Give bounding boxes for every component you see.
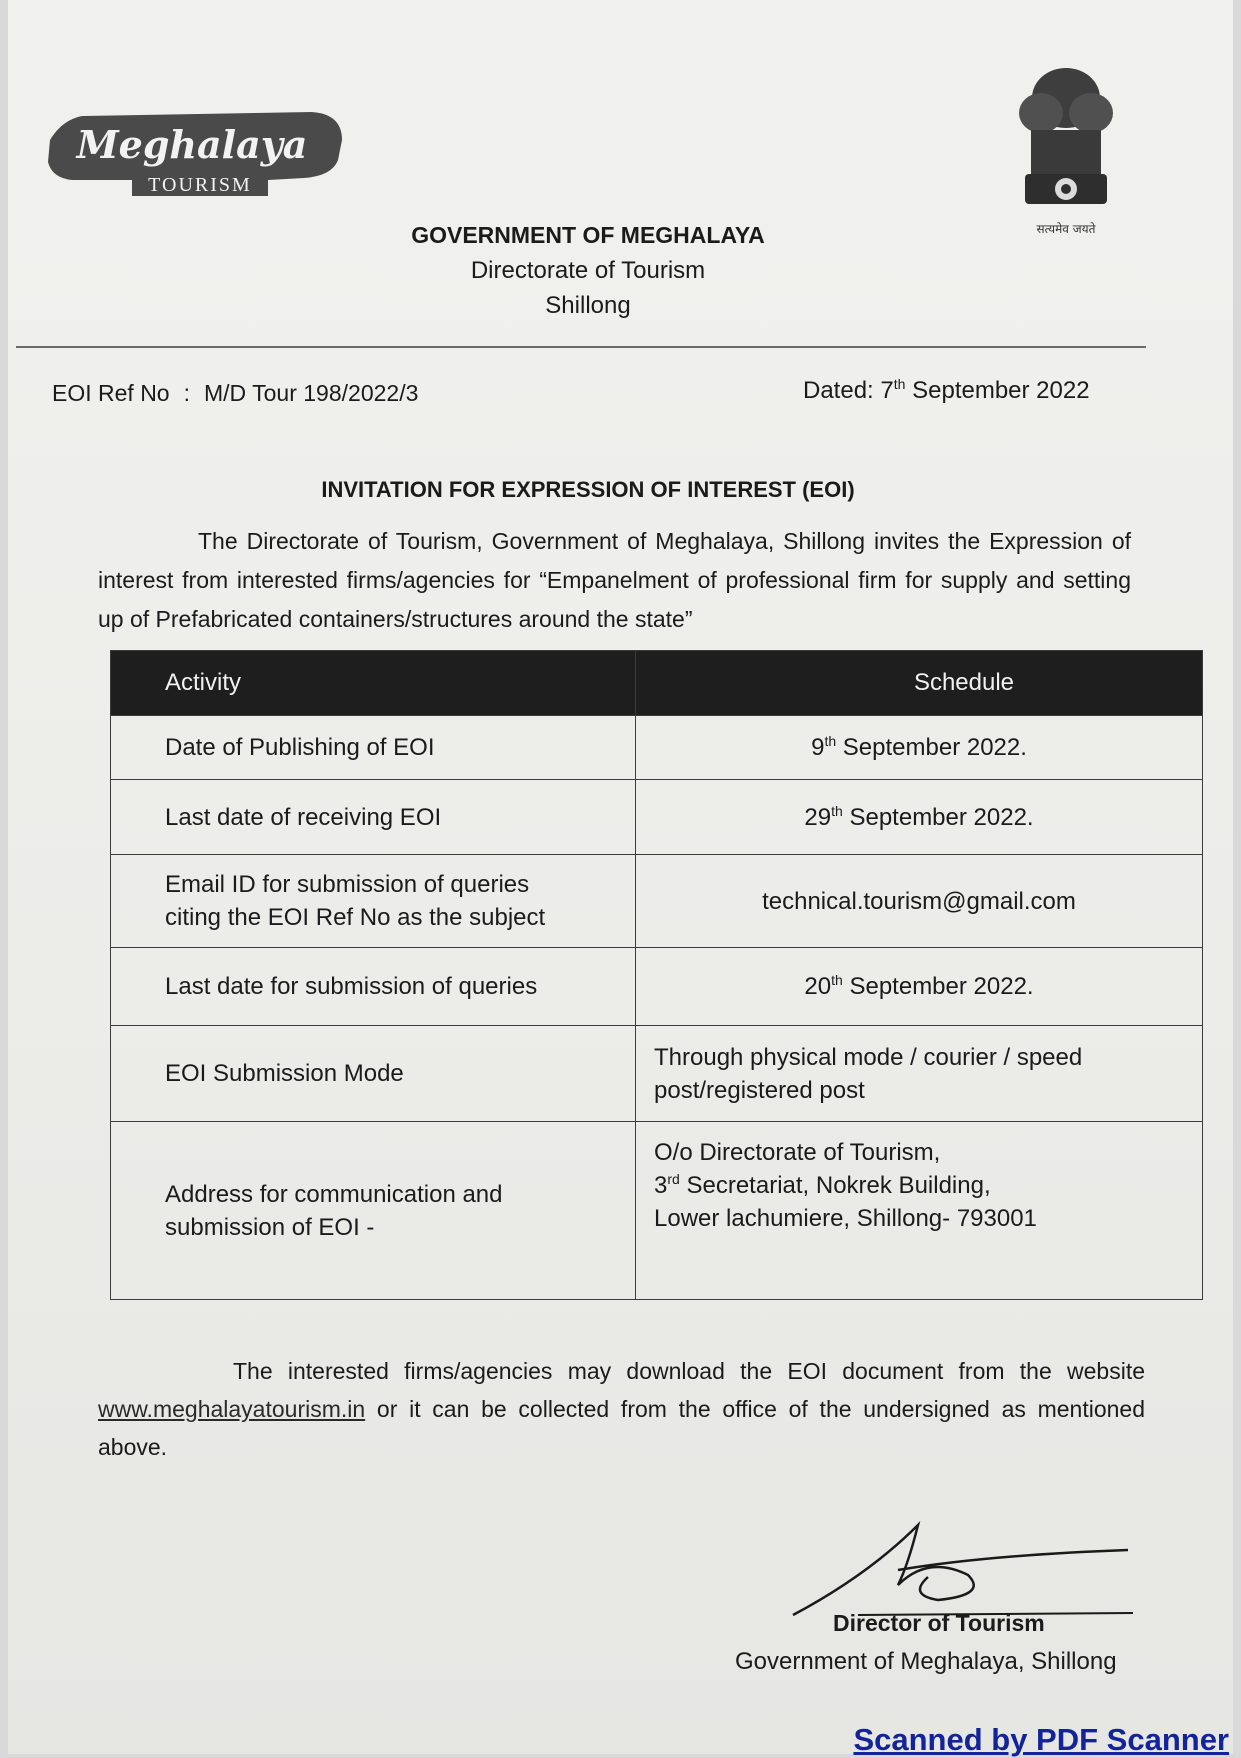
dated-label: Dated: <box>803 377 874 404</box>
schedule-cell <box>636 780 1203 855</box>
document-date <box>803 377 1090 405</box>
schedule-table <box>110 650 1203 1300</box>
activity-line: citing the EOI Ref No as the subject <box>165 904 546 931</box>
header-divider <box>16 346 1146 348</box>
column-header-schedule: Schedule <box>636 651 1203 716</box>
closing-paragraph <box>98 1352 1145 1466</box>
logo-script: Meghalaya <box>76 122 308 167</box>
closing-text-2: or it can be collected from the office of the undersigned as mentioned above. <box>98 1396 1146 1460</box>
schedule-suffix: th <box>824 733 837 749</box>
logo-subtext: TOURISM <box>148 174 252 196</box>
signatory-title: Director of Tourism <box>833 1610 1045 1636</box>
closing-text-1: The interested firms/agencies may download the EOI document from the website <box>233 1358 1145 1384</box>
schedule-cell: technical.tourism@gmail.com <box>636 855 1203 948</box>
schedule-day: 9 <box>811 734 825 761</box>
schedule-line: Through physical mode / courier / speed <box>654 1043 1083 1071</box>
ref-separator: : <box>183 380 190 406</box>
activity-cell <box>111 1122 636 1300</box>
meghalaya-tourism-logo <box>42 100 350 204</box>
address-line: O/o Directorate of Tourism, <box>654 1139 941 1166</box>
schedule-day: 20 <box>804 973 832 1000</box>
table-row <box>111 855 1203 948</box>
activity-cell: Last date for submission of queries <box>111 948 636 1026</box>
table-row <box>111 716 1203 780</box>
table-header-row <box>111 651 1203 716</box>
schedule-cell <box>636 948 1203 1026</box>
activity-cell: Date of Publishing of EOI <box>111 716 636 780</box>
schedule-rest: September 2022. <box>849 803 1034 831</box>
table-row <box>111 948 1203 1026</box>
national-emblem-icon <box>1011 58 1121 238</box>
eoi-reference <box>52 380 418 407</box>
schedule-cell <box>636 716 1203 780</box>
schedule-line: post/registered post <box>654 1076 865 1104</box>
document-page <box>8 0 1233 1757</box>
schedule-rest: September 2022. <box>849 973 1034 1000</box>
schedule-suffix: th <box>831 972 843 988</box>
column-header-activity: Activity <box>111 651 636 716</box>
activity-cell: Last date of receiving EOI <box>111 780 636 855</box>
address-rest: Secretariat, Nokrek Building, <box>686 1172 991 1199</box>
schedule-cell <box>636 1122 1203 1300</box>
activity-line: submission of EOI - <box>165 1213 375 1241</box>
schedule-cell <box>636 1026 1203 1122</box>
schedule-day: 29 <box>804 803 832 831</box>
schedule-rest: September 2022. <box>842 734 1027 761</box>
activity-line: Address for communication and <box>165 1180 503 1208</box>
scanner-watermark: Scanned by PDF Scanner <box>853 1722 1229 1757</box>
government-heading: GOVERNMENT OF MEGHALAYA <box>411 222 765 248</box>
emblem-motto: सत्यमेव जयते <box>1036 222 1096 236</box>
dated-rest: September 2022 <box>912 377 1090 404</box>
table-row <box>111 1026 1203 1122</box>
ref-label: EOI Ref No <box>52 380 170 406</box>
handwritten-signature <box>788 1515 1148 1625</box>
schedule-suffix: th <box>831 802 843 819</box>
address-line: Lower lachumiere, Shillong- 793001 <box>654 1205 1037 1232</box>
dated-suffix: th <box>893 376 906 392</box>
activity-cell <box>111 855 636 948</box>
address-num: 3 <box>654 1172 668 1199</box>
dated-day: 7 <box>880 377 894 404</box>
city-heading: Shillong <box>545 292 631 319</box>
notice-title: INVITATION FOR EXPRESSION OF INTEREST (EOI) <box>321 477 855 502</box>
address-suffix: rd <box>667 1171 680 1187</box>
directorate-heading: Directorate of Tourism <box>470 257 706 284</box>
website-link[interactable]: www.meghalayatourism.in <box>98 1396 366 1422</box>
table-row <box>111 780 1203 855</box>
address-line <box>654 1169 1202 1202</box>
intro-paragraph: The Directorate of Tourism, Government of Meghalaya, Shillong invites the Expression of interest from interested firms/agencies for “Empanelment of professional firm for supply and setting up of Prefabricated containers/structures around the state” <box>98 528 1131 632</box>
activity-cell: EOI Submission Mode <box>111 1026 636 1122</box>
table-row <box>111 1122 1203 1300</box>
signatory-organization: Government of Meghalaya, Shillong <box>735 1648 1117 1675</box>
ref-value: M/D Tour 198/2022/3 <box>204 380 419 406</box>
activity-line: Email ID for submission of queries <box>165 871 530 898</box>
